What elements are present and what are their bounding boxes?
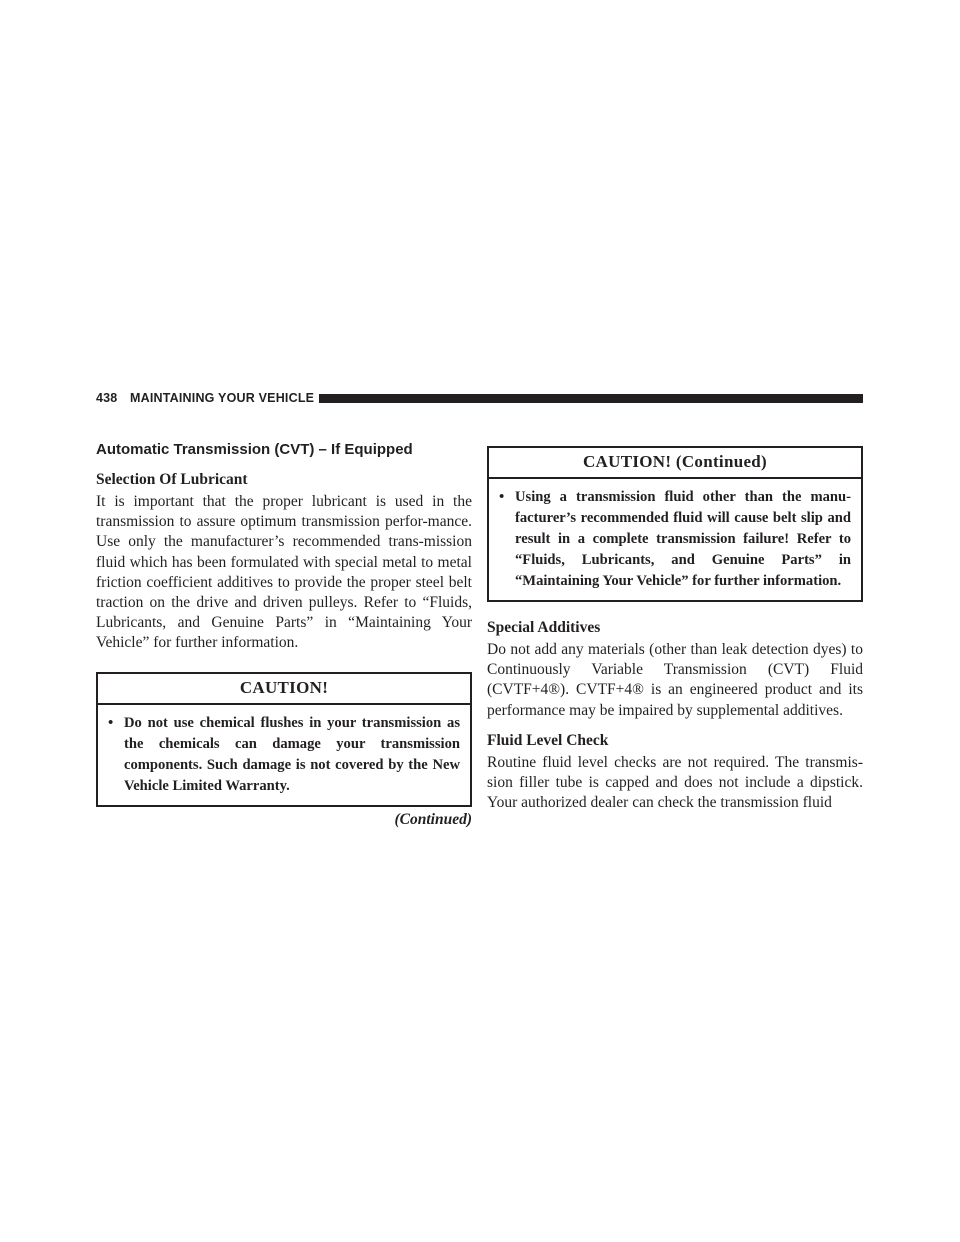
right-column	[487, 446, 863, 813]
caution-item	[98, 705, 470, 805]
section-name: MAINTAINING YOUR VEHICLE	[130, 391, 315, 405]
header-rule	[319, 394, 863, 403]
left-column	[96, 440, 472, 830]
subheading-selection-of-lubricant: Selection Of Lubricant	[96, 471, 248, 488]
caution-title: CAUTION!	[98, 674, 470, 705]
special-additives-paragraph: Do not add any materials (other than leak detection dyes) to Continuously Variable Transmission (CVT) Fluid (CVTF+4®). CVTF+4® is an engineered product and its performance may be impaired by supplemental additives.	[487, 641, 863, 719]
bullet-icon: •	[108, 714, 114, 731]
caution-continued-item	[489, 479, 861, 600]
caution-box	[96, 672, 472, 807]
lubricant-paragraph: It is important that the proper lubricant is used in the transmission to assure optimum transmission perfor-mance. Use only the manufacturer’s recommended trans-mission fluid which has been formulated with special metal to metal friction coefficient additives to provide the proper steel belt traction on the drive and driven pulleys. Refer to “Fluids, Lubricants, and Genuine Parts” in “Maintaining Your Vehicle” for further information.	[96, 493, 472, 652]
caution-continued-title: CAUTION! (Continued)	[489, 448, 861, 479]
caution-text: Do not use chemical flushes in your transmission as the chemicals can damage your transmission components. Such damage is not covered by the New Vehicle Limited Warranty.	[124, 714, 460, 794]
caution-continued-box	[487, 446, 863, 602]
subheading-special-additives: Special Additives	[487, 619, 601, 636]
fluid-level-paragraph: Routine fluid level checks are not required. The transmis-sion filler tube is capped and does not include a dipstick. Your authorized dealer can check the transmission fluid	[487, 753, 863, 812]
section-title: Automatic Transmission (CVT) – If Equipped	[96, 441, 413, 458]
caution-continued-text: Using a transmission fluid other than the manu-facturer’s recommended fluid will cause belt slip and result in a complete transmission failure! Refer to “Fluids, Lubricants, and Genuine Parts” in “Maintaining Your Vehicle” for further information.	[515, 489, 851, 589]
page-number: 438	[96, 391, 118, 405]
subheading-fluid-level-check: Fluid Level Check	[487, 731, 609, 749]
bullet-icon: •	[499, 489, 505, 505]
continued-note: (Continued)	[394, 810, 472, 828]
